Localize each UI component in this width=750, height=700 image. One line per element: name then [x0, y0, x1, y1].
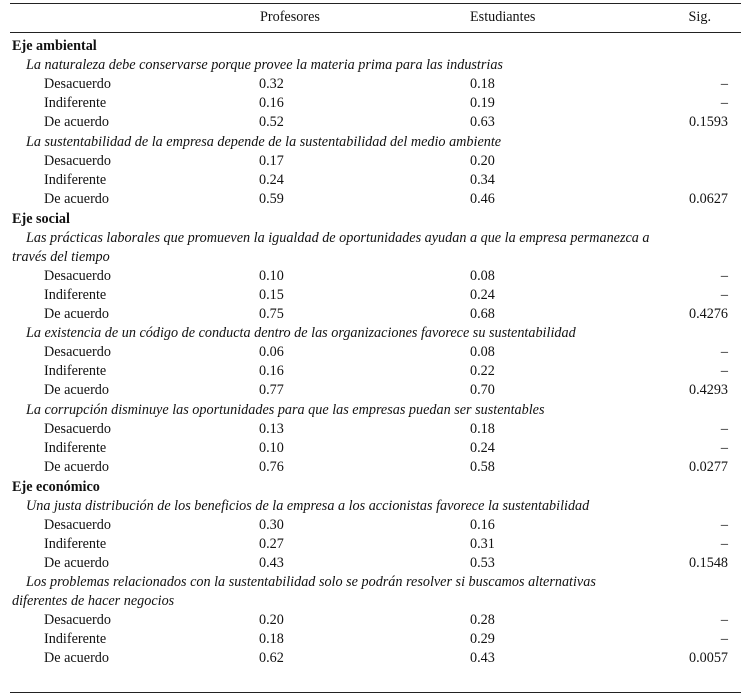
sig-value: –: [720, 631, 728, 648]
question-text: La existencia de un código de conducta dentro de las organizaciones favorece su sustentabilidad: [26, 325, 576, 342]
table-row: [0, 362, 750, 381]
profesores-value: 0.27: [259, 535, 284, 552]
section-title: Eje social: [12, 210, 70, 227]
sig-value: –: [720, 286, 728, 303]
profesores-value: 0.75: [259, 306, 284, 322]
sig-value: 0.4293: [688, 382, 728, 399]
table-row: [0, 611, 750, 630]
response-label: De acuerdo: [44, 114, 109, 131]
response-label: De acuerdo: [44, 458, 109, 475]
response-label: De acuerdo: [44, 554, 109, 571]
response-label: De acuerdo: [44, 382, 109, 399]
question-row: [0, 497, 750, 516]
profesores-value: 0.20: [259, 612, 284, 629]
sig-value: 0.1593: [688, 114, 728, 131]
profesores-value: 0.43: [259, 554, 284, 571]
sig-value: –: [720, 439, 728, 456]
estudiantes-value: 0.22: [470, 363, 495, 380]
table-row: [0, 458, 750, 477]
header-sig: Sig.: [688, 9, 711, 25]
profesores-value: 0.10: [259, 267, 284, 284]
table-row: [0, 267, 750, 286]
table-row: [0, 420, 750, 439]
estudiantes-value: 0.18: [470, 420, 495, 437]
table-row: [0, 535, 750, 554]
profesores-value: 0.15: [259, 286, 284, 303]
sig-value: –: [720, 535, 728, 552]
question-row: [0, 324, 750, 343]
top-rule: [10, 3, 741, 4]
response-label: Indiferente: [44, 535, 107, 552]
section-title: Eje económico: [12, 478, 100, 495]
profesores-value: 0.06: [259, 344, 284, 361]
sig-value: –: [720, 516, 728, 533]
estudiantes-value: 0.24: [470, 439, 495, 456]
estudiantes-value: 0.68: [470, 306, 495, 322]
response-label: Desacuerdo: [44, 267, 111, 284]
question-text: diferentes de hacer negocios: [12, 593, 175, 610]
section-title: Eje ambiental: [12, 38, 97, 54]
sig-value: –: [720, 612, 728, 629]
response-label: De acuerdo: [44, 190, 109, 207]
response-label: De acuerdo: [44, 650, 109, 667]
estudiantes-value: 0.31: [470, 535, 495, 552]
response-label: Indiferente: [44, 631, 107, 648]
profesores-value: 0.76: [259, 458, 284, 475]
table-row: [0, 343, 750, 362]
table-row: [0, 554, 750, 573]
response-label: Desacuerdo: [44, 516, 111, 533]
table-row: [0, 439, 750, 458]
profesores-value: 0.24: [259, 171, 284, 188]
table-row: [0, 649, 750, 668]
response-label: Desacuerdo: [44, 152, 111, 169]
estudiantes-value: 0.08: [470, 267, 495, 284]
profesores-value: 0.18: [259, 631, 284, 648]
response-label: Indiferente: [44, 171, 107, 188]
sig-value: 0.0057: [688, 650, 728, 667]
sig-value: 0.1548: [688, 554, 728, 571]
section-row: [0, 478, 750, 497]
question-row: [0, 573, 750, 592]
sig-value: –: [720, 76, 728, 93]
response-label: Desacuerdo: [44, 612, 111, 629]
profesores-value: 0.16: [259, 95, 284, 112]
estudiantes-value: 0.20: [470, 152, 495, 169]
profesores-value: 0.10: [259, 439, 284, 456]
estudiantes-value: 0.18: [470, 76, 495, 93]
question-text: Los problemas relacionados con la sustentabilidad solo se podrán resolver si buscamos alternativas: [26, 574, 596, 590]
section-row: [0, 37, 750, 56]
table-row: [0, 94, 750, 113]
profesores-value: 0.16: [259, 363, 284, 380]
question-row: [0, 133, 750, 152]
header-profesores: Profesores: [260, 9, 320, 25]
response-label: Desacuerdo: [44, 420, 111, 437]
profesores-value: 0.30: [259, 516, 284, 533]
response-label: Indiferente: [44, 286, 107, 303]
bottom-rule: [10, 692, 741, 693]
section-row: [0, 210, 750, 229]
estudiantes-value: 0.28: [470, 612, 495, 629]
estudiantes-value: 0.24: [470, 286, 495, 303]
question-text: La sustentabilidad de la empresa depende de la sustentabilidad del medio ambiente: [26, 133, 502, 150]
question-row: [0, 592, 750, 611]
response-label: Desacuerdo: [44, 344, 111, 361]
header-rule: [10, 32, 741, 33]
estudiantes-value: 0.08: [470, 344, 495, 361]
table-row: [0, 305, 750, 324]
estudiantes-value: 0.16: [470, 516, 495, 533]
header-estudiantes: Estudiantes: [470, 9, 536, 25]
estudiantes-value: 0.63: [470, 114, 495, 131]
estudiantes-value: 0.70: [470, 382, 495, 399]
sig-value: –: [720, 363, 728, 380]
sig-value: 0.4276: [688, 306, 728, 322]
profesores-value: 0.52: [259, 114, 284, 131]
question-text: Una justa distribución de los beneficios de la empresa a los accionistas favorece la sustentabilidad: [26, 497, 590, 514]
sig-value: –: [720, 95, 728, 112]
table-row: [0, 171, 750, 190]
profesores-value: 0.32: [259, 76, 284, 93]
estudiantes-value: 0.29: [470, 631, 495, 648]
table-row: [0, 516, 750, 535]
profesores-value: 0.17: [259, 152, 284, 169]
sig-value: –: [720, 420, 728, 437]
estudiantes-value: 0.58: [470, 458, 495, 475]
response-label: Indiferente: [44, 95, 107, 112]
question-row: [0, 401, 750, 420]
table-row: [0, 113, 750, 132]
question-text: través del tiempo: [12, 248, 110, 265]
sig-value: 0.0627: [688, 190, 728, 207]
sig-value: –: [720, 267, 728, 284]
table-row: [0, 381, 750, 400]
estudiantes-value: 0.46: [470, 190, 495, 207]
sig-value: 0.0277: [688, 458, 728, 475]
profesores-value: 0.62: [259, 650, 284, 667]
question-text: La corrupción disminuye las oportunidades para que las empresas puedan ser sustentables: [26, 401, 545, 418]
table-row: [0, 286, 750, 305]
question-text: La naturaleza debe conservarse porque provee la materia prima para las industrias: [26, 57, 503, 74]
question-row: [0, 248, 750, 267]
response-label: Indiferente: [44, 363, 107, 380]
estudiantes-value: 0.53: [470, 554, 495, 571]
question-row: [0, 56, 750, 75]
profesores-value: 0.13: [259, 420, 284, 437]
table-row: [0, 75, 750, 94]
table-row: [0, 152, 750, 171]
question-row: [0, 229, 750, 248]
question-text: Las prácticas laborales que promueven la igualdad de oportunidades ayudan a que la empresa permanezca a: [26, 229, 650, 246]
table-row: [0, 190, 750, 209]
response-label: Indiferente: [44, 439, 107, 456]
estudiantes-value: 0.34: [470, 171, 495, 188]
table-row: [0, 630, 750, 649]
estudiantes-value: 0.19: [470, 95, 495, 112]
sig-value: –: [720, 344, 728, 361]
estudiantes-value: 0.43: [470, 650, 495, 667]
response-label: De acuerdo: [44, 306, 109, 322]
profesores-value: 0.59: [259, 190, 284, 207]
response-label: Desacuerdo: [44, 76, 111, 93]
profesores-value: 0.77: [259, 382, 284, 399]
